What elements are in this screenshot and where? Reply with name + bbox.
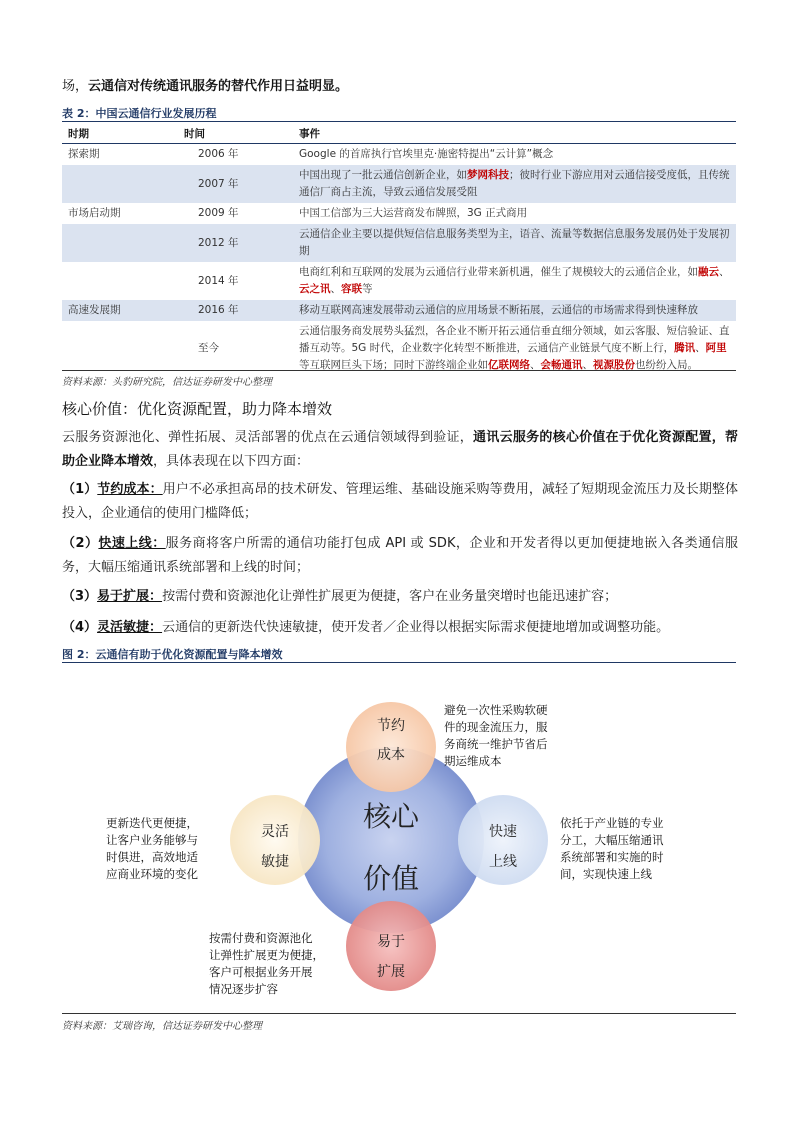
company-name: 视源股份: [593, 359, 635, 371]
cell-year: 2006 年: [198, 148, 239, 160]
lead-tail: ，具体表现在以下四方面：: [153, 454, 310, 469]
intro-bold: 云通信对传统通讯服务的替代作用日益明显。: [88, 79, 349, 94]
company-name: 融云: [698, 266, 719, 278]
annotation-line: 应商业环境的变化: [106, 867, 198, 881]
table-row: [62, 165, 736, 203]
item-num: （4）: [62, 620, 98, 635]
cell-year: 2009 年: [198, 207, 239, 219]
table-caption: 表 2：中国云通信行业发展历程: [62, 107, 217, 120]
cell-period: 高速发展期: [62, 300, 178, 321]
item-text: 用户不必承担高昂的技术研发、管理运维、基础设施采购等费用，减轻了短期现金流压力及长期整体投入，企业通信的使用门槛降低；: [62, 482, 738, 521]
annotation-line: 期运维成本: [444, 754, 502, 768]
top-label-2: 成本: [377, 747, 405, 763]
item-text: 云通信的更新迭代快速敏捷，使开发者／企业得以根据实际需求便捷地增加或调整功能。: [162, 620, 670, 635]
table-row: [62, 321, 736, 376]
event-text: 中国出现了一批云通信创新企业，如: [299, 169, 467, 181]
annotation-line: 让客户业务能够与: [106, 833, 198, 847]
bottom-label-2: 扩展: [377, 964, 405, 980]
annotation-top: [444, 702, 548, 770]
figure-source: 资料来源：艾瑞咨询，信达证券研发中心整理: [62, 1021, 262, 1032]
item-num: （2）: [62, 536, 99, 551]
lead-normal: 云服务资源池化、弹性拓展、灵活部署的优点在云通信领域得到验证，: [62, 430, 474, 445]
item-easy-scale: [62, 585, 738, 609]
annotation-line: 情况逐步扩容: [209, 982, 278, 996]
cell-period: [62, 321, 178, 376]
annotation-line: 依托于产业链的专业: [560, 816, 664, 830]
item-num: （3）: [62, 589, 98, 604]
bottom-label-1: 易于: [377, 934, 405, 950]
event-text: 也纷纷入局。: [635, 359, 698, 371]
annotation-left: [106, 815, 198, 883]
annotation-line: 时俱进，高效地适: [106, 850, 198, 864]
header-period: 时期: [62, 123, 178, 144]
annotation-right: [560, 815, 664, 883]
center-label-1: 核心: [362, 800, 420, 833]
table-row: [62, 262, 736, 300]
left-label-1: 灵活: [261, 824, 289, 840]
right-circle: [458, 795, 548, 885]
event-text: 等: [362, 283, 373, 295]
right-label-1: 快速: [489, 824, 517, 840]
lead-paragraph: [62, 426, 738, 474]
company-name: 阿里: [705, 342, 727, 354]
table-row: [62, 300, 736, 321]
center-label-2: 价值: [362, 862, 420, 895]
header-event: 事件: [293, 123, 736, 144]
table-source: 资料来源：头豹研究院，信达证券研发中心整理: [62, 377, 272, 388]
event-text: 等互联网巨头下场；同时下游终端企业如: [299, 359, 488, 371]
lead-bold: 通讯云服务的核心价值在于优化资源配置，帮助企业降本增效: [62, 430, 738, 469]
right-label-2: 上线: [489, 854, 517, 870]
cell-period: [62, 262, 178, 300]
event-text: 移动互联网高速发展带动云通信的应用场景不断拓展，云通信的市场需求得到快速释放: [299, 304, 698, 316]
table-row: [62, 224, 736, 262]
item-fast-launch: [62, 532, 738, 580]
header-time: 时间: [178, 123, 293, 144]
cell-event: [293, 224, 736, 262]
company-name: 云之讯: [299, 283, 331, 295]
cell-year: 2016 年: [178, 300, 293, 321]
event-text: 电商红利和互联网的发展为云通信行业带来新机遇，催生了规模较大的云通信企业，如: [299, 266, 698, 278]
cell-event: [293, 203, 736, 224]
cell-event: [293, 144, 736, 166]
annotation-line: 更新迭代更便捷，: [106, 816, 198, 830]
history-table: [62, 123, 736, 376]
event-text: 、: [695, 342, 706, 354]
table-row: [62, 203, 736, 224]
item-key: 快速上线：: [98, 536, 166, 551]
event-text: 、: [582, 359, 593, 371]
annotation-bottom: [209, 930, 324, 998]
cell-period: [62, 224, 178, 262]
table-row: [62, 144, 736, 166]
figure-bottom-rule: [62, 1013, 736, 1014]
cell-year: 2012 年: [178, 224, 293, 262]
annotation-line: 避免一次性采购软硬: [444, 703, 548, 717]
event-text: ；彼时行业下游应用对云通信接受度低，且传统通信厂商占主流，导致云通信发展受阻: [299, 169, 730, 198]
company-name: 亿联网络: [488, 359, 530, 371]
cell-period: 市场启动期: [68, 207, 121, 219]
cell-event: [293, 300, 736, 321]
item-key: 节约成本：: [97, 482, 163, 497]
company-name: 梦网科技: [467, 169, 509, 181]
left-circle: [230, 795, 320, 885]
event-text: 云通信企业主要以提供短信信息服务类型为主，语音、流量等数据信息服务发展仍处于发展初期: [299, 228, 730, 257]
table-top-rule: [62, 121, 736, 122]
annotation-line: 系统部署和实施的时: [560, 850, 664, 864]
annotation-line: 客户可根据业务开展: [209, 965, 313, 979]
item-num: （1）: [62, 482, 98, 497]
item-text: 按需付费和资源池化让弹性扩展更为便捷，客户在业务量突增时也能迅速扩容；: [162, 589, 618, 604]
item-key: 易于扩展：: [97, 589, 163, 604]
table-bottom-rule: [62, 370, 736, 371]
company-name: 容联: [341, 283, 362, 295]
event-text: 、: [530, 359, 541, 371]
annotation-line: 间，实现快速上线: [560, 867, 652, 881]
annotation-line: 务商统一维护节省后: [444, 737, 548, 751]
event-text: 中国工信部为三大运营商发布牌照，3G 正式商用: [299, 207, 528, 219]
cell-event: [293, 165, 736, 203]
left-label-2: 敏捷: [261, 854, 289, 870]
item-save-cost: [62, 478, 738, 526]
annotation-line: 件的现金流压力，服: [444, 720, 548, 734]
event-text: 、: [330, 283, 341, 295]
cell-year: 至今: [198, 342, 219, 354]
cell-year: 2014 年: [198, 274, 239, 287]
figure-caption: 图 2：云通信有助于优化资源配置与降本增效: [62, 648, 283, 661]
item-text: 服务商将客户所需的通信功能打包成 API 或 SDK，企业和开发者得以更加便捷地嵌入各类通信服务，大幅压缩通讯系统部署和上线的时间；: [62, 536, 738, 575]
event-text: 、: [719, 266, 730, 278]
cell-event: [293, 321, 736, 376]
section-heading: 核心价值：优化资源配置，助力降本增效: [62, 400, 333, 418]
cell-period: 探索期: [68, 148, 100, 160]
cell-year: 2007 年: [178, 165, 293, 203]
event-text: 云通信服务商发展势头猛烈，各企业不断开拓云通信垂直细分领域，如云客服、短信验证、直播互动等。5G 时代，企业数字化转型不断推进，云通信产业链景气度不断上行，: [299, 325, 730, 354]
company-name: 腾讯: [674, 342, 696, 354]
annotation-line: 按需付费和资源池化: [209, 931, 313, 945]
table-header-row: [62, 123, 736, 144]
intro-line: [62, 75, 348, 94]
annotation-line: 分工，大幅压缩通讯: [560, 833, 664, 847]
cell-period: [62, 165, 178, 203]
cell-event: [293, 262, 736, 300]
company-name: 会畅通讯: [540, 359, 583, 371]
annotation-line: 让弹性扩展更为便捷，: [209, 948, 324, 962]
item-agile: [62, 616, 738, 640]
top-label-1: 节约: [377, 718, 405, 734]
item-key: 灵活敏捷：: [97, 620, 163, 635]
intro-prefix: 场，: [62, 79, 89, 94]
event-text: Google 的首席执行官埃里克·施密特提出“云计算”概念: [299, 148, 554, 160]
